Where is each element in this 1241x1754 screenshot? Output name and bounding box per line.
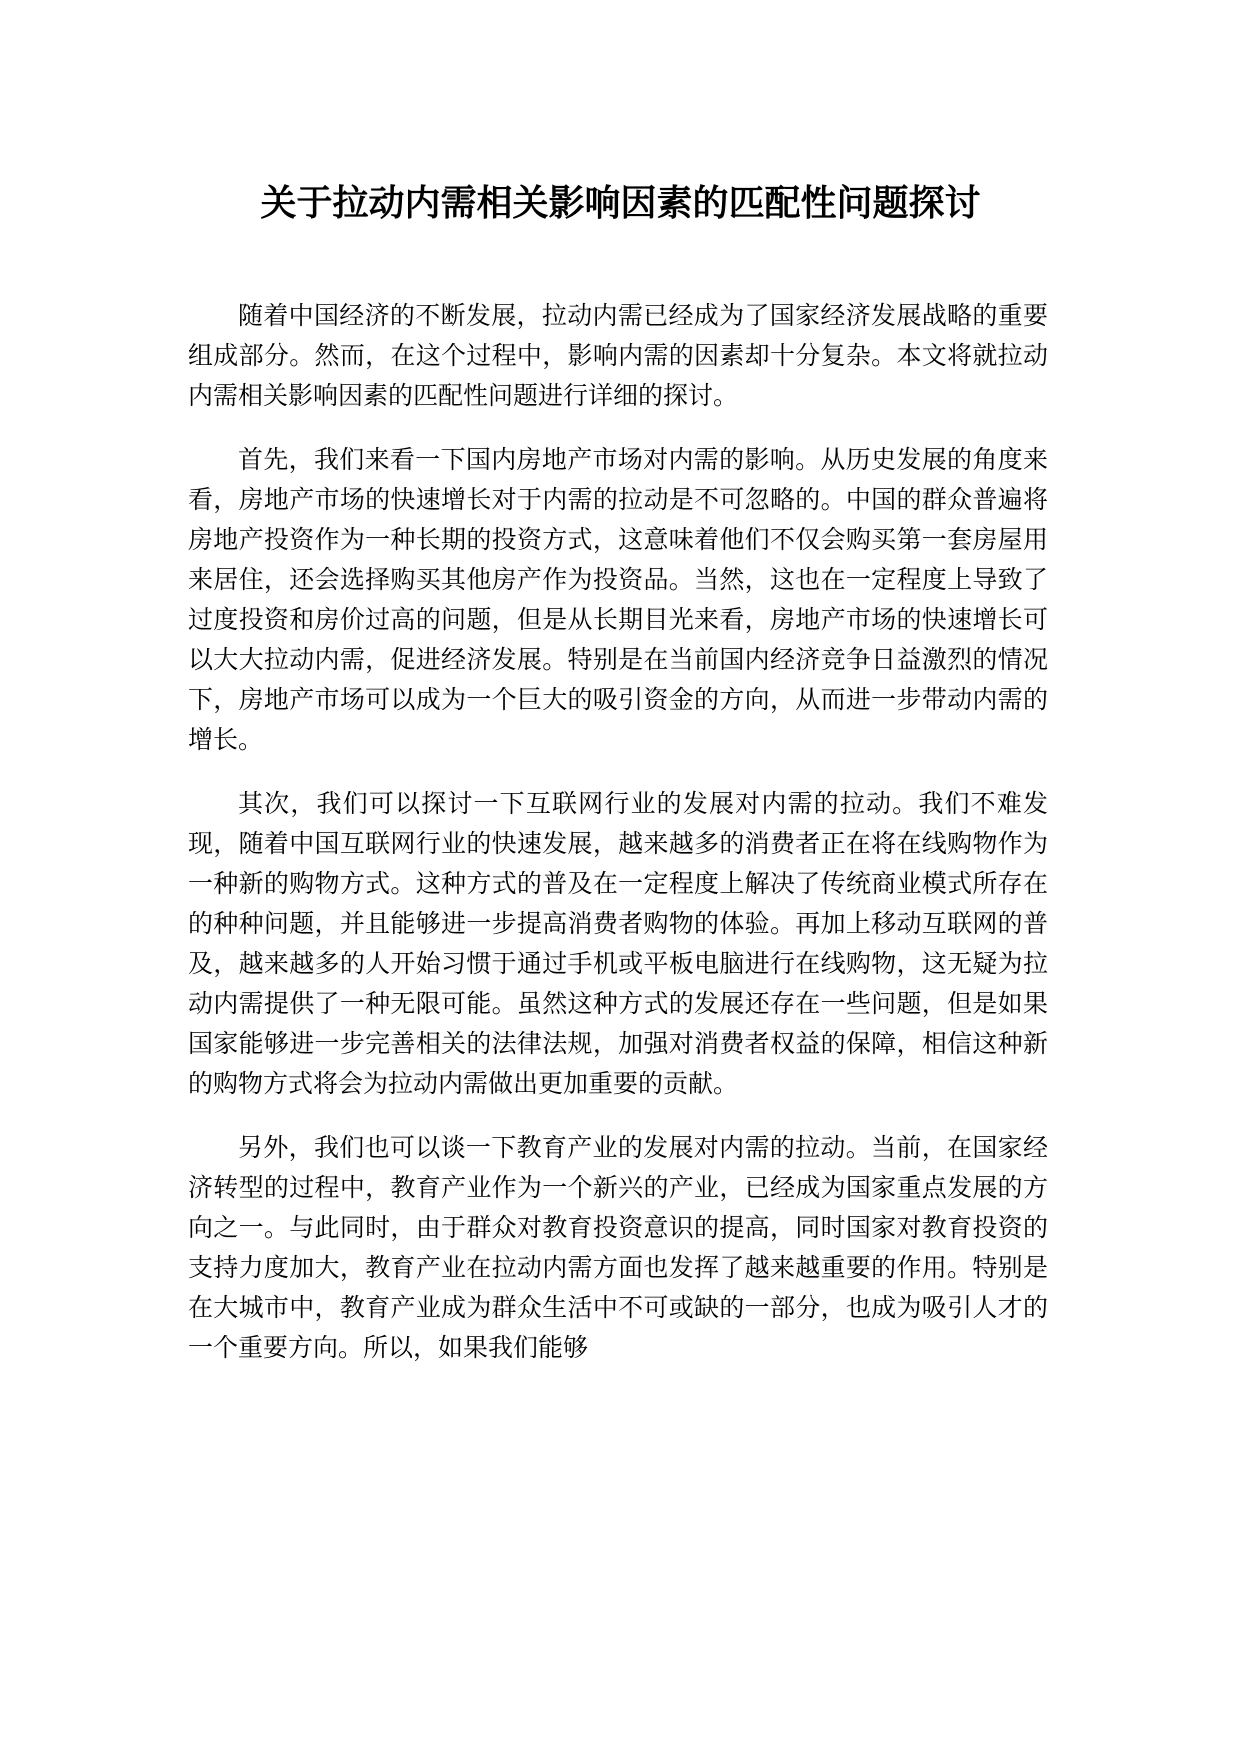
document-title: 关于拉动内需相关影响因素的匹配性问题探讨 [260, 183, 981, 224]
paragraph-4: 另外，我们也可以谈一下教育产业的发展对内需的拉动。当前，在国家经济转型的过程中，教育产业作为一个新兴的产业，已经成为国家重点发展的方向之一。与此同时，由于群众对教育投资意识的提高，同时国家对教育投资的支持力度加大，教育产业在拉动内需方面也发挥了越来越重要的作用。特别是在大城市中，教育产业成为群众生活中不可或缺的一部分，也成为吸引人才的一个重要方向。所以，如果我们能够 [188, 1133, 1048, 1362]
paragraph-2: 首先，我们来看一下国内房地产市场对内需的影响。从历史发展的角度来看，房地产市场的快速增长对于内需的拉动是不可忽略的。中国的群众普遍将房地产投资作为一种长期的投资方式，这意味着他们不仅会购买第一套房屋用来居住，还会选择购买其他房产作为投资品。当然，这也在一定程度上导致了过度投资和房价过高的问题，但是从长期目光来看，房地产市场的快速增长可以大大拉动内需，促进经济发展。特别是在当前国内经济竞争日益激烈的情况下，房地产市场可以成为一个巨大的吸引资金的方向，从而进一步带动内需的增长。 [188, 445, 1048, 754]
document-body [188, 296, 1048, 1392]
paragraph-3: 其次，我们可以探讨一下互联网行业的发展对内需的拉动。我们不难发现，随着中国互联网行业的快速发展，越来越多的消费者正在将在线购物作为一种新的购物方式。这种方式的普及在一定程度上解决了传统商业模式所存在的种种问题，并且能够进一步提高消费者购物的体验。再加上移动互联网的普及，越来越多的人开始习惯于通过手机或平板电脑进行在线购物，这无疑为拉动内需提供了一种无限可能。虽然这种方式的发展还存在一些问题，但是如果国家能够进一步完善相关的法律法规，加强对消费者权益的保障，相信这种新的购物方式将会为拉动内需做出更加重要的贡献。 [188, 789, 1048, 1098]
paragraph-1: 随着中国经济的不断发展，拉动内需已经成为了国家经济发展战略的重要组成部分。然而，在这个过程中，影响内需的因素却十分复杂。本文将就拉动内需相关影响因素的匹配性问题进行详细的探讨。 [188, 301, 1048, 410]
